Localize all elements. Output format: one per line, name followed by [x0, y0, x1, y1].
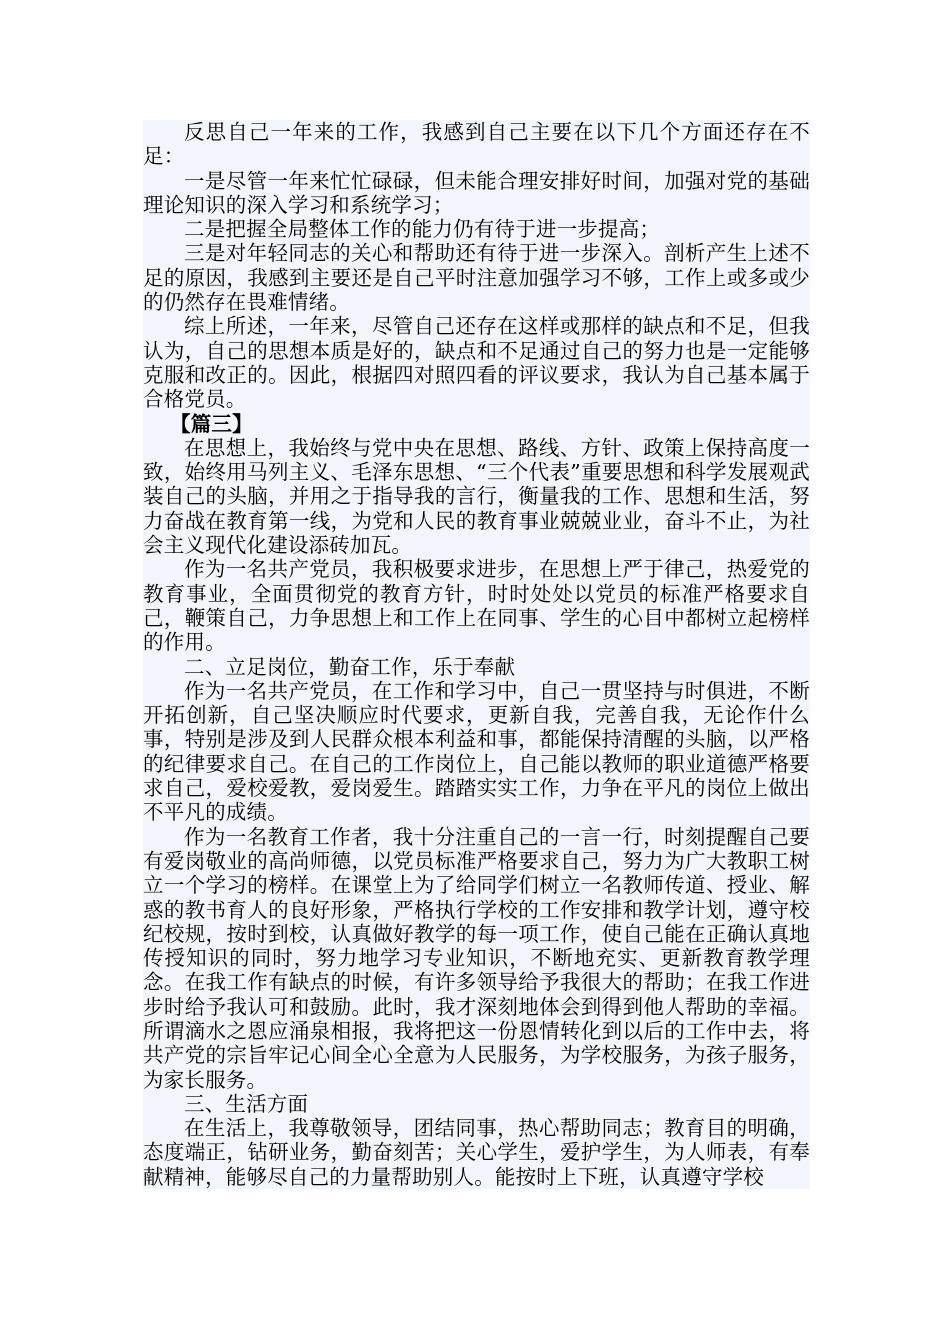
paragraph: 二是把握全局整体工作的能力仍有待于进一步提高； [184, 217, 661, 242]
section-heading: 【篇三】 [170, 411, 253, 436]
subsection-title: 三、生活方面 [184, 1091, 309, 1116]
document-body [143, 120, 810, 1189]
paragraph: 一是尽管一年来忙忙碌碌，但未能合理安排好时间，加强对党的基础理论知识的深入学习和系统学习； [143, 168, 810, 217]
paragraph: 在思想上，我始终与党中央在思想、路线、方针、政策上保持高度一致，始终用马列主义、毛泽东思想、“三个代表”重要思想和科学发展观武装自己的头脑，并用之于指导我的言行，衡量我的工作、思想和生活，努力奋战在教育第一线，为党和人民的教育事业兢兢业业，奋斗不止，为社会主义现代化建设添砖加瓦。 [143, 435, 810, 558]
subsection-title: 二、立足岗位，勤奋工作，乐于奉献 [184, 654, 516, 679]
paragraph: 在生活上，我尊敬领导，团结同事，热心帮助同志；教育目的明确，态度端正，钻研业务，勤奋刻苦；关心学生，爱护学生，为人师表，有奉献精神，能够尽自己的力量帮助别人。能按时上下班，认真遵守学校 [143, 1116, 810, 1189]
paragraph: 作为一名教育工作者，我十分注重自己的一言一行，时刻提醒自己要有爱岗敬业的高尚师德，以党员标准严格要求自己，努力为广大教职工树立一个学习的榜样。在课堂上为了给同学们树立一名教师传道、授业、解惑的教书育人的良好形象，严格执行学校的工作安排和教学计划，遵守校纪校规，按时到校，认真做好教学的每一项工作，使自己能在正确认真地传授知识的同时，努力地学习专业知识，不断地充实、更新教育教学理念。在我工作有缺点的时候，有许多领导给予我很大的帮助；在我工作进步时给予我认可和鼓励。此时，我才深刻地体会到得到他人帮助的幸福。所谓滴水之恩应涌泉相报，我将把这一份恩情转化到以后的工作中去，将共产党的宗旨牢记心间全心全意为人民服务，为学校服务，为孩子服务，为家长服务。 [143, 824, 810, 1092]
paragraph: 三是对年轻同志的关心和帮助还有待于进一步深入。剖析产生上述不足的原因，我感到主要还是自己平时注意加强学习不够，工作上或多或少的仍然存在畏难情绪。 [143, 241, 810, 315]
paragraph: 作为一名共产党员，在工作和学习中，自己一贯坚持与时俱进，不断开拓创新，自己坚决顺应时代要求，更新自我，完善自我，无论作什么事，特别是涉及到人民群众根本利益和事，都能保持清醒的头脑，以严格的纪律要求自己。在自己的工作岗位上，自己能以教师的职业道德严格要求自己，爱校爱教，爱岗爱生。踏踏实实工作，力争在平凡的岗位上做出不平凡的成绩。 [143, 678, 810, 825]
paragraph: 作为一名共产党员，我积极要求进步，在思想上严于律己，热爱党的教育事业，全面贯彻党的教育方针，时时处处以党员的标准严格要求自己，鞭策自己，力争思想上和工作上在同事、学生的心目中都树立起榜样的作用。 [143, 557, 810, 655]
paragraph: 综上所述，一年来，尽管自己还存在这样或那样的缺点和不足，但我认为，自己的思想本质是好的，缺点和不足通过自己的努力也是一定能够克服和改正的。因此，根据四对照四看的评议要求，我认为自己基本属于合格党员。 [143, 314, 810, 412]
paragraph: 反思自己一年来的工作，我感到自己主要在以下几个方面还存在不足： [143, 120, 810, 169]
